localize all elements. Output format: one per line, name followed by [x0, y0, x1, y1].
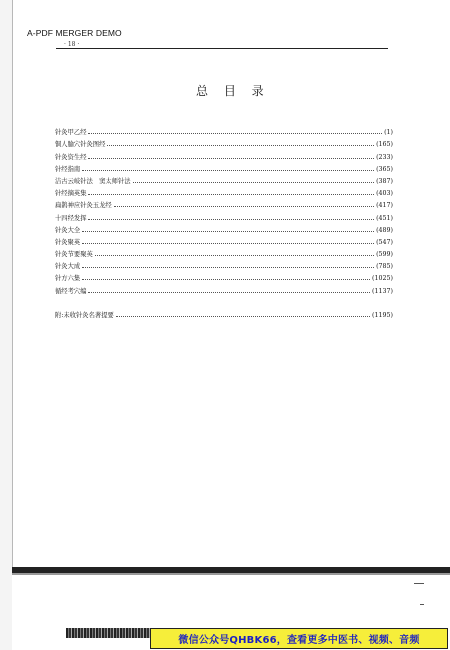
leader-dots — [88, 193, 374, 195]
toc-entry-label: 铜人腧穴针灸图经 — [55, 141, 106, 149]
toc-entry-label: 针经摘英集 — [55, 190, 87, 198]
toc-entry-page: (785) — [376, 263, 393, 271]
leader-dots — [82, 230, 374, 232]
toc-entry[interactable] — [55, 234, 393, 246]
toc-entry[interactable] — [55, 161, 393, 173]
toc-entry[interactable] — [55, 209, 393, 221]
toc-entry-page: (1137) — [372, 287, 393, 295]
toc-entry-page: (233) — [376, 153, 393, 161]
toc-entry-label: 针方六集 — [55, 275, 81, 283]
toc-entry-page: (403) — [376, 190, 393, 198]
toc-entry-label: 针经指南 — [55, 165, 81, 173]
leader-dots — [82, 266, 374, 268]
leader-dots — [82, 169, 374, 171]
toc-entry-page: (489) — [376, 226, 393, 234]
toc-entry-label: 针灸大成 — [55, 263, 81, 271]
leader-dots — [114, 205, 374, 207]
watermark-text: A-PDF MERGER DEMO — [27, 28, 122, 38]
toc-entry[interactable] — [55, 222, 393, 234]
toc-entry-page: (451) — [376, 214, 393, 222]
toc-entry-page: (165) — [376, 141, 393, 149]
table-of-contents — [55, 124, 393, 319]
toc-entry[interactable] — [55, 282, 393, 294]
toc-entry-label: 循经考穴编 — [55, 287, 87, 295]
leader-dots — [133, 181, 375, 183]
toc-entry-label: 十四经发挥 — [55, 214, 87, 222]
toc-entry-label: 洁古云岐针法 窦太师针法 — [55, 177, 131, 185]
leader-dots — [88, 157, 374, 159]
promo-banner: 微信公众号QHBK66，查看更多中医书、视频、音频 — [150, 628, 448, 649]
toc-entry-label: 针灸节要聚英 — [55, 251, 93, 259]
toc-entry-page: (547) — [376, 238, 393, 246]
leader-dots — [116, 315, 370, 317]
toc-entry[interactable] — [55, 258, 393, 270]
toc-entry-label: 附:未收针灸名著提要 — [55, 311, 114, 319]
leader-dots — [88, 132, 382, 134]
toc-entry[interactable] — [55, 136, 393, 148]
leader-dots — [88, 291, 370, 293]
toc-entry-page: (1) — [384, 129, 393, 137]
toc-entry-label: 针灸聚英 — [55, 238, 81, 246]
toc-entry-page: (365) — [376, 165, 393, 173]
toc-entry-label: 扁鹊神应针灸玉龙经 — [55, 202, 112, 210]
toc-entry[interactable] — [55, 246, 393, 258]
toc-entry-page: (417) — [376, 202, 393, 210]
page-number: · 18 · — [64, 41, 80, 48]
toc-entry-page: (599) — [376, 251, 393, 259]
toc-entry-label: 针灸资生经 — [55, 153, 87, 161]
viewer-left-edge — [0, 0, 12, 650]
leader-dots — [107, 144, 374, 146]
toc-entry-page: (1195) — [372, 311, 393, 319]
scan-strip — [66, 628, 152, 638]
scan-mark — [414, 583, 424, 584]
toc-entry[interactable] — [55, 173, 393, 185]
toc-entry[interactable] — [55, 124, 393, 136]
toc-entry[interactable] — [55, 148, 393, 160]
leader-dots — [82, 278, 370, 280]
toc-entry-page: (387) — [376, 177, 393, 185]
toc-entry[interactable] — [55, 270, 393, 282]
leader-dots — [82, 242, 374, 244]
scan-mark — [420, 604, 424, 605]
toc-entry-label: 针灸大全 — [55, 226, 81, 234]
toc-entry-page: (1025) — [372, 275, 393, 283]
leader-dots — [95, 254, 374, 256]
toc-entry[interactable] — [55, 197, 393, 209]
page-title: 总 目 录 — [196, 84, 270, 98]
header-rule — [56, 48, 388, 49]
leader-dots — [88, 218, 374, 220]
toc-appendix-entry[interactable] — [55, 307, 393, 319]
toc-entry-label: 针灸甲乙经 — [55, 129, 87, 137]
toc-entry[interactable] — [55, 185, 393, 197]
